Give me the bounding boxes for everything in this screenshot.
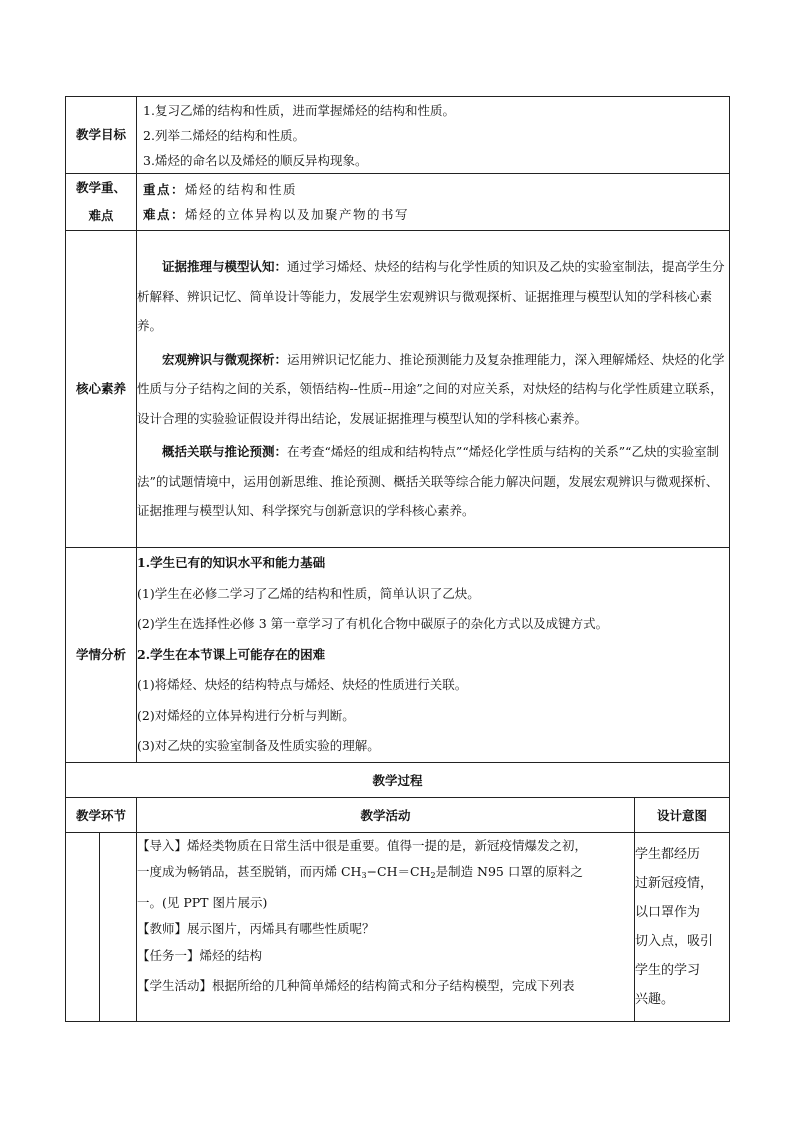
literacy-label: 核心素养: [66, 231, 137, 548]
analysis-item: (3)对乙炔的实验室制备及性质实验的理解。: [137, 738, 380, 753]
design-cell: [635, 832, 730, 1021]
objective-item: 3.烯烃的命名以及烯烃的顺反异构现象。: [143, 152, 368, 168]
difficult-point: 难点：烯烃的立体异构以及加聚产物的书写: [143, 207, 410, 222]
design-line: 学生都经历: [635, 846, 701, 862]
analysis-row: [66, 548, 730, 763]
activity-cell: [137, 832, 635, 1021]
objectives-content: [137, 97, 730, 174]
design-line: 过新冠疫情，: [635, 875, 714, 891]
intro-line: 一度成为畅销品，甚至脱销，而丙烯 $CH_3-CH=CH_2$是制造 N95 口罩的原料之: [137, 864, 583, 880]
intro-line: 一。(见 PPT 图片展示): [137, 894, 268, 910]
stage-cell: [66, 832, 100, 1021]
analysis-item: (2)对烯烃的立体异构进行分析与判断。: [137, 707, 355, 723]
stage-column-header: 教学环节: [66, 797, 137, 832]
literacy-paragraph: 宏观辨识与微观探析：运用辨识记忆能力、推论预测能力及复杂推理能力，深入理解烯烃、炔烃的化学性质与分子结构之间的关系，领悟结构--性质--用途”之间的对应关系，对炔烃的结构与化学性质建立联系，设计合理的实验验证假设并得出结论，发展证据推理与模型认知的学科核心素养。: [137, 351, 725, 426]
analysis-item: (1)将烯烃、炔烃的结构特点与烯烃、炔烃的性质进行关联。: [137, 677, 468, 692]
sub-stage-cell: [100, 832, 137, 1021]
analysis-content: [137, 548, 730, 763]
literacy-row: [66, 231, 730, 548]
student-activity-line: 【学生活动】根据所给的几种简单烯烃的结构简式和分子结构模型，完成下列表: [137, 978, 575, 993]
process-content-row: [66, 832, 730, 1021]
activity-column-header: 教学活动: [137, 797, 635, 832]
design-line: 以口罩作为: [635, 904, 701, 920]
analysis-heading: 2.学生在本节课上可能存在的困难: [137, 646, 326, 662]
analysis-item: (1)学生在必修二学习了乙烯的结构和性质，简单认识了乙炔。: [137, 585, 480, 601]
literacy-paragraph: 概括关联与推论预测：在考查“烯烃的组成和结构特点”“烯烃化学性质与结构的关系”“乙炔的实验室制法”的试题情境中，运用创新思维、推论预测、概括关联等综合能力解决问题，发展宏观辨识与微观探析、证据推理与模型认知、科学探究与创新意识的学科核心素养。: [137, 444, 719, 519]
design-column-header: 设计意图: [635, 797, 730, 832]
literacy-content: [137, 231, 730, 548]
process-header-row: [66, 797, 730, 832]
key-points-content: [137, 174, 730, 231]
teacher-line: 【教师】展示图片，丙烯具有哪些性质呢？: [137, 921, 375, 936]
task-line: 【任务一】烯烃的结构: [137, 947, 263, 963]
design-line: 学生的学习: [635, 962, 701, 978]
lesson-plan-page: [65, 96, 729, 1022]
literacy-paragraph: 证据推理与模型认知：通过学习烯烃、炔烃的结构与化学性质的知识及乙炔的实验室制法，提高学生分析解释、辨识记忆、简单设计等能力，发展学生宏观辨识与微观探析、证据推理与模型认知的学科核心素养。: [137, 259, 725, 334]
design-line: 切入点，吸引: [635, 933, 714, 949]
process-title: 教学过程: [66, 762, 730, 797]
intro-line: 【导入】烯烃类物质在日常生活中很是重要。值得一提的是，新冠疫情爆发之初，: [137, 837, 588, 853]
objective-item: 1.复习乙烯的结构和性质，进而掌握烯烃的结构和性质。: [143, 102, 455, 118]
lesson-plan-table: [65, 96, 730, 1022]
analysis-item: (2)学生在选择性必修 3 第一章学习了有机化合物中碳原子的杂化方式以及成键方式。: [137, 616, 609, 631]
objective-item: 2.列举二烯烃的结构和性质。: [143, 127, 305, 143]
objectives-label: 教学目标: [66, 97, 137, 174]
design-line: 兴趣。: [635, 991, 675, 1007]
process-title-row: [66, 762, 730, 797]
analysis-heading: 1.学生已有的知识水平和能力基础: [137, 555, 326, 570]
analysis-label: 学情分析: [66, 548, 137, 763]
key-points-label: 教学重、 难点: [66, 174, 137, 231]
key-point: 重点：烯烃的结构和性质: [143, 182, 298, 197]
key-points-row: [66, 174, 730, 231]
objectives-row: [66, 97, 730, 174]
